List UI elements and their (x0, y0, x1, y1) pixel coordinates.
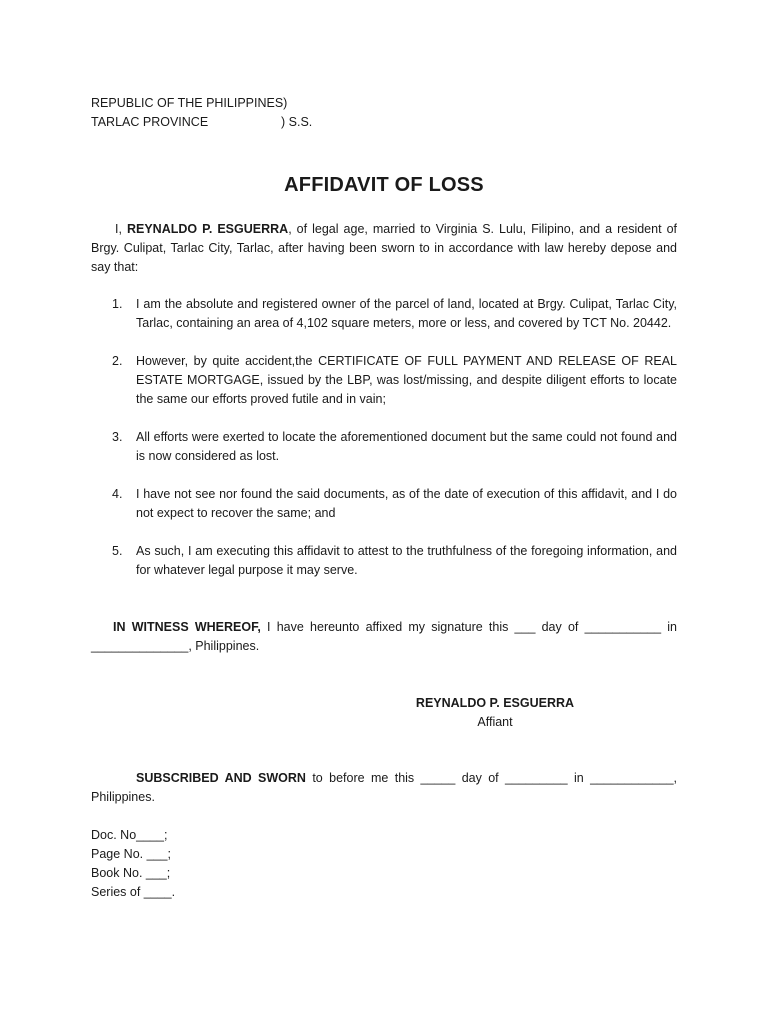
venue-ss: ) S.S. (281, 115, 313, 129)
affiant-label: Affiant (477, 715, 513, 729)
item-text: I have not see nor found the said documents, as of the date of execution of this affidavit, and I do not expect to recover the same; and (136, 487, 677, 520)
witness-paragraph (91, 618, 677, 656)
affiant-name: REYNALDO P. ESGUERRA (415, 696, 575, 710)
list-item (91, 542, 677, 580)
intro-prefix: I, (115, 222, 127, 236)
intro-text: , of legal age, married to Virginia S. Lulu, Filipino, and a resident of Brgy. Culipat, Tarlac City, Tarlac, after having been sworn to in accordance with law hereby depose and say that: (91, 222, 677, 274)
item-number: 3. (112, 430, 123, 444)
witness-text: I have hereunto affixed my signature this ___ day of ___________ in ______________, Philippines. (91, 620, 678, 653)
venue-province: TARLAC PROVINCE (91, 115, 209, 129)
document-title: AFFIDAVIT OF LOSS (284, 174, 484, 196)
doc-number: Doc. No____; (91, 828, 168, 842)
jurat-paragraph (91, 769, 677, 807)
item-number: 1. (112, 297, 123, 311)
item-number: 2. (112, 354, 123, 368)
statement-list (91, 295, 677, 599)
jurat-heading: SUBSCRIBED AND SWORN (136, 771, 306, 785)
item-text: However, by quite accident,the CERTIFICATE OF FULL PAYMENT AND RELEASE OF REAL ESTATE MORTGAGE, issued by the LBP, was lost/missing, and despite diligent efforts to locate the same our efforts proved futile and in vain; (136, 354, 677, 406)
item-number: 4. (112, 487, 123, 501)
venue-country: REPUBLIC OF THE PHILIPPINES) (91, 96, 288, 110)
page-number: Page No. ___; (91, 847, 171, 861)
notarial-register (91, 826, 391, 902)
jurat-text: to before me this _____ day of _________ in ____________, Philippines. (91, 771, 677, 804)
witness-heading: IN WITNESS WHEREOF, (113, 620, 261, 634)
item-text: As such, I am executing this affidavit to attest to the truthfulness of the foregoing information, and for whatever legal purpose it may serve. (136, 544, 677, 577)
signature-block (415, 694, 575, 732)
series-year: Series of ____. (91, 885, 176, 899)
item-text: All efforts were exerted to locate the aforementioned document but the same could not found and is now considered as lost. (136, 430, 677, 463)
list-item (91, 485, 677, 523)
affiant-name-inline: REYNALDO P. ESGUERRA (126, 222, 289, 236)
list-item (91, 295, 677, 333)
list-item (91, 428, 677, 466)
list-item (91, 352, 677, 409)
item-text: I am the absolute and registered owner of the parcel of land, located at Brgy. Culipat, Tarlac City, Tarlac, containing an area of 4,102 square meters, more or less, and covered by TCT No. 20442. (136, 297, 677, 330)
book-number: Book No. ___; (91, 866, 171, 880)
item-number: 5. (112, 544, 123, 558)
venue-block (91, 94, 411, 132)
intro-paragraph (91, 220, 677, 277)
